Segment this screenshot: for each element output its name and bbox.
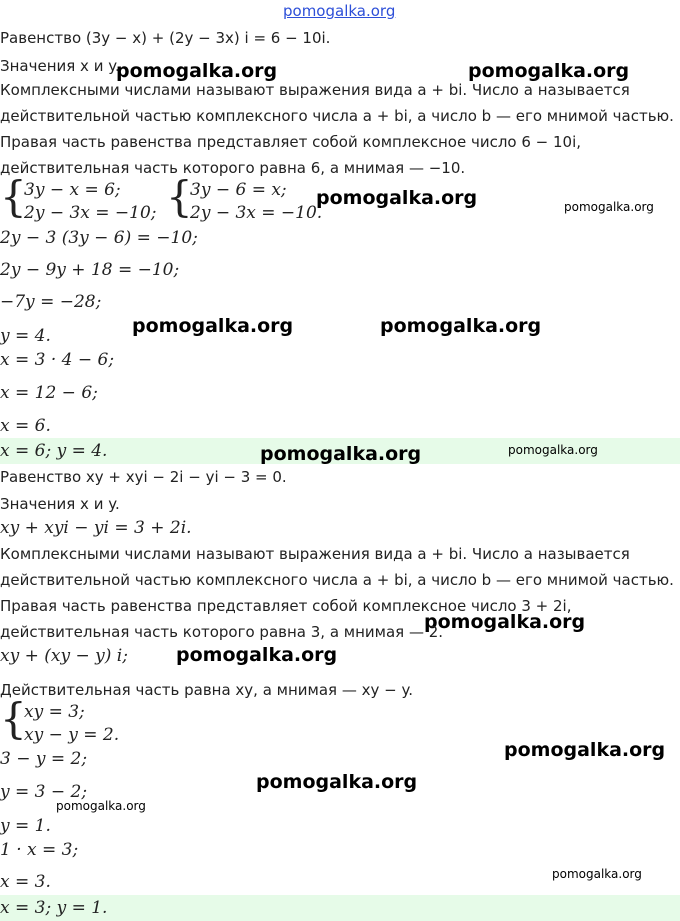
watermark: pomogalka.org — [468, 60, 630, 82]
solution-step: 1 · x = 3; — [0, 840, 79, 860]
definition-line: Комплексными числами называют выражения вида a + bi. Число a называется — [0, 545, 630, 563]
parts-statement: Действительная часть равна xy, а мнимая — xy − y. — [0, 681, 413, 699]
right-side-line: действительная часть которого равна 3, а мнимая — 2. — [0, 623, 444, 641]
system-line: xy − y = 2. — [24, 725, 120, 745]
watermark: pomogalka.org — [56, 799, 146, 813]
system-line: 2y − 3x = −10; — [24, 203, 157, 223]
solution-step: 3 − y = 2; — [0, 749, 88, 769]
equation-system — [166, 172, 326, 224]
solution-step: x = 12 − 6; — [0, 383, 98, 403]
solution-step: x = 3 · 4 − 6; — [0, 350, 115, 370]
watermark: pomogalka.org — [424, 611, 586, 633]
brace: { — [166, 172, 193, 221]
brace: { — [0, 694, 27, 743]
rearranged-equation: xy + xyi − yi = 3 + 2i. — [0, 518, 192, 538]
watermark: pomogalka.org — [132, 315, 294, 337]
solution-step: x = 3. — [0, 872, 51, 892]
definition-line: действительной частью комплексного числа a + bi, а число b — его мнимой частью. — [0, 571, 674, 589]
definition-line: Комплексными числами называют выражения вида a + bi. Число a называется — [0, 81, 630, 99]
unknowns: Значения x и y. — [0, 57, 120, 75]
definition-line: действительной частью комплексного числа a + bi, а число b — его мнимой частью. — [0, 107, 674, 125]
watermark: pomogalka.org — [176, 644, 338, 666]
watermark: pomogalka.org — [256, 771, 418, 793]
watermark: pomogalka.org — [116, 60, 278, 82]
solution-step: 2y − 3 (3y − 6) = −10; — [0, 228, 198, 248]
right-side-line: действительная часть которого равна 6, а мнимая — −10. — [0, 159, 466, 177]
grouped-expression: xy + (xy − y) i; — [0, 646, 128, 666]
answer: x = 6; y = 4. — [0, 441, 108, 461]
watermark: pomogalka.org — [316, 187, 478, 209]
equation-system — [0, 694, 170, 746]
system-line: 3y − 6 = x; — [190, 180, 287, 200]
system-line: 2y − 3x = −10. — [190, 203, 323, 223]
unknowns: Значения x и y. — [0, 495, 120, 513]
watermark: pomogalka.org — [552, 867, 642, 881]
solution-step: y = 4. — [0, 326, 51, 346]
watermark: pomogalka.org — [283, 2, 396, 20]
solution-step: y = 3 − 2; — [0, 782, 88, 802]
right-side-line: Правая часть равенства представляет собой комплексное число 6 − 10i, — [0, 133, 582, 151]
solution-step: 2y − 9y + 18 = −10; — [0, 260, 180, 280]
watermark: pomogalka.org — [504, 739, 666, 761]
equation: Равенство (3y − x) + (2y − 3x) i = 6 − 10i. — [0, 29, 331, 47]
answer: x = 3; y = 1. — [0, 898, 108, 918]
system-line: 3y − x = 6; — [24, 180, 121, 200]
solution-step: −7y = −28; — [0, 292, 102, 312]
brace: { — [0, 172, 27, 221]
system-line: xy = 3; — [24, 702, 85, 722]
right-side-line: Правая часть равенства представляет собой комплексное число 3 + 2i, — [0, 597, 572, 615]
watermark: pomogalka.org — [380, 315, 542, 337]
watermark: pomogalka.org — [260, 443, 422, 465]
watermark: pomogalka.org — [508, 443, 598, 457]
equation: Равенство xy + xyi − 2i − yi − 3 = 0. — [0, 468, 287, 486]
equation-system — [0, 172, 170, 224]
solution-step: x = 6. — [0, 416, 51, 436]
watermark: pomogalka.org — [564, 200, 654, 214]
solution-step: y = 1. — [0, 816, 51, 836]
